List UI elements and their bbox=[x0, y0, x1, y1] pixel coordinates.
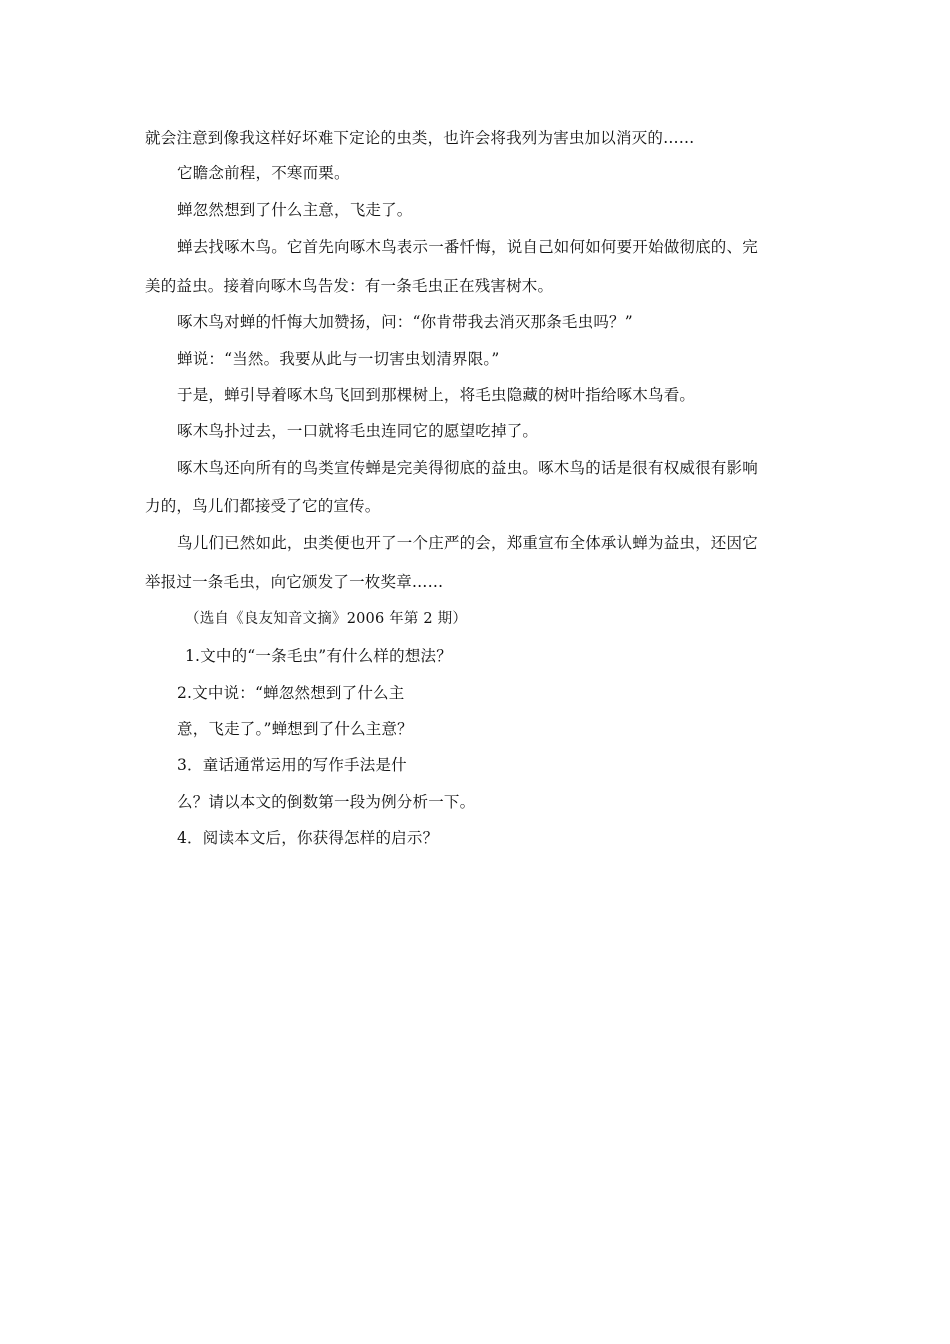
paragraph-line: 蝉忽然想到了什么主意，飞走了。 bbox=[177, 201, 413, 219]
paragraph-line: 鸟儿们已然如此，虫类便也开了一个庄严的会，郑重宣布全体承认蝉为益虫，还因它 bbox=[177, 534, 758, 552]
paragraph-line: 它瞻念前程，不寒而栗。 bbox=[177, 164, 350, 182]
question-2: 2.文中说：“蝉忽然想到了什么主 bbox=[177, 684, 405, 702]
paragraph-line: 美的益虫。接着向啄木鸟告发：有一条毛虫正在残害树木。 bbox=[145, 277, 554, 295]
paragraph-line: 于是，蝉引导着啄木鸟飞回到那棵树上，将毛虫隐藏的树叶指给啄木鸟看。 bbox=[177, 386, 696, 404]
paragraph-line: 就会注意到像我这样好坏难下定论的虫类，也许会将我列为害虫加以消灭的…… bbox=[145, 129, 695, 147]
paragraph-line: 啄木鸟对蝉的忏悔大加赞扬，问：“你肯带我去消灭那条毛虫吗？” bbox=[177, 313, 633, 331]
question-2-continued: 意，飞走了。”蝉想到了什么主意？ bbox=[177, 720, 413, 738]
question-4: 4．阅读本文后，你获得怎样的启示？ bbox=[177, 829, 439, 847]
question-1: 1.文中的“一条毛虫”有什么样的想法？ bbox=[185, 647, 452, 665]
paragraph-line: 举报过一条毛虫，向它颁发了一枚奖章…… bbox=[145, 573, 444, 591]
paragraph-line: 蝉说：“当然。我要从此与一切害虫划清界限。” bbox=[177, 350, 500, 368]
question-3: 3．童话通常运用的写作手法是什 bbox=[177, 756, 407, 774]
paragraph-line: 力的，鸟儿们都接受了它的宣传。 bbox=[145, 497, 381, 515]
question-3-continued: 么？请以本文的倒数第一段为例分析一下。 bbox=[177, 793, 476, 811]
paragraph-line: 蝉去找啄木鸟。它首先向啄木鸟表示一番忏悔，说自己如何如何要开始做彻底的、完 bbox=[177, 238, 758, 256]
paragraph-line: 啄木鸟扑过去，一口就将毛虫连同它的愿望吃掉了。 bbox=[177, 422, 539, 440]
paragraph-line: 啄木鸟还向所有的鸟类宣传蝉是完美得彻底的益虫。啄木鸟的话是很有权威很有影响 bbox=[177, 459, 758, 477]
source-citation: （选自《良友知音文摘》2006 年第 2 期） bbox=[185, 611, 468, 627]
